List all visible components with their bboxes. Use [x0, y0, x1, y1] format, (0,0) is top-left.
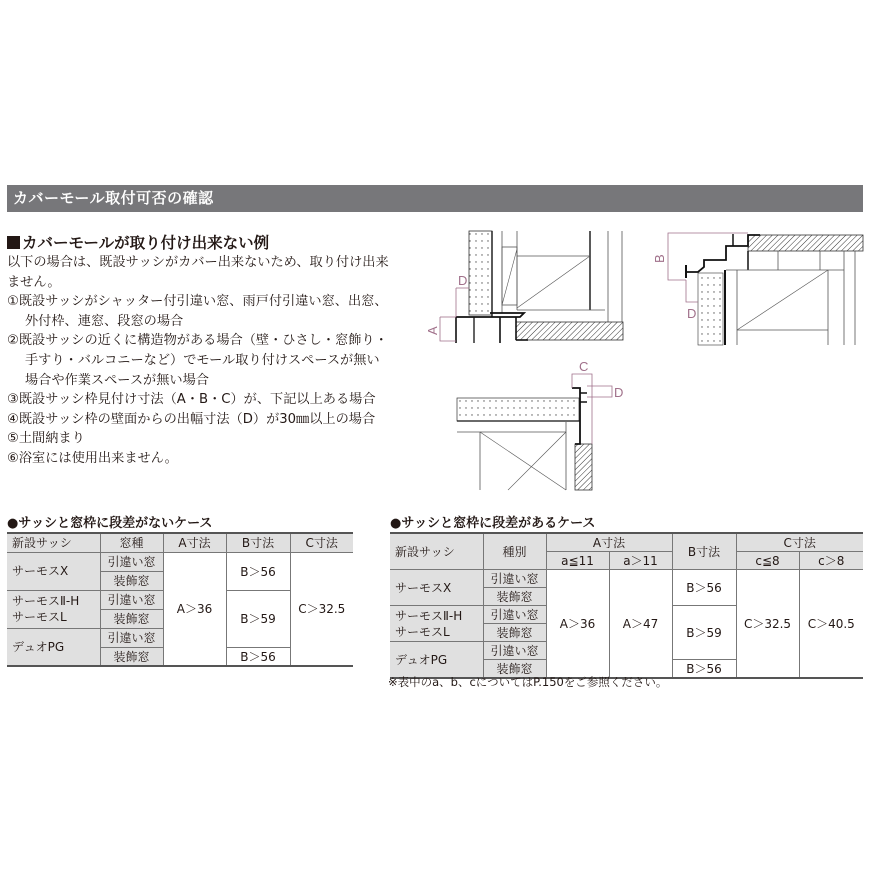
dimension-label-d3: D [614, 385, 624, 400]
header-c: C寸法 [736, 533, 863, 552]
window-kind: 引違い窓 [483, 642, 546, 660]
a-value-1: A＞36 [546, 570, 609, 679]
subsection-heading-text: カバーモールが取り付け出来ない例 [22, 234, 270, 252]
condition-item-3: ③既設サッシ枠見付け寸法（A・B・C）が、下記以上ある場合 [7, 392, 376, 408]
header-a-sub-1: a≦11 [546, 552, 609, 570]
head-section-diagram [640, 220, 873, 350]
condition-item-1: ①既設サッシがシャッター付引違い窓、雨戸付引違い窓、出窓、外付枠、連窓、段窓の場合 [7, 294, 388, 329]
sash-name: サーモスX [7, 552, 100, 590]
header-sash: 新設サッシ [7, 533, 100, 552]
c-value-1: C＞32.5 [736, 570, 799, 679]
b-value: B＞56 [226, 552, 290, 590]
section-title-bar [7, 185, 863, 212]
header-c: C寸法 [290, 533, 353, 552]
subsection-heading [7, 231, 269, 253]
condition-item-6: ⑥浴室には使用出来ません。 [7, 450, 178, 466]
table-step [390, 532, 863, 679]
window-kind: 装飾窓 [100, 571, 163, 590]
sash-name: サーモスⅡ-H サーモスL [7, 590, 100, 628]
window-kind: 装飾窓 [100, 647, 163, 666]
header-c-sub-1: c≦8 [736, 552, 799, 570]
b-value: B＞59 [672, 606, 736, 660]
condition-item-5: ⑤土間納まり [7, 431, 85, 447]
window-kind: 装飾窓 [483, 660, 546, 679]
b-value: B＞59 [226, 590, 290, 647]
c-value: C＞32.5 [290, 552, 353, 666]
square-bullet-icon [7, 236, 20, 249]
dimension-label-d2: D [687, 306, 697, 321]
header-a-sub-2: a＞11 [609, 552, 672, 570]
sash-name: サーモスⅡ-H サーモスL [390, 606, 483, 642]
header-a: A寸法 [163, 533, 226, 552]
sash-name: デュオPG [390, 642, 483, 679]
jamb-section-diagram [440, 350, 640, 500]
header-sash: 新設サッシ [390, 533, 483, 570]
window-kind: 引違い窓 [483, 606, 546, 624]
header-kind: 種別 [483, 533, 546, 570]
window-kind: 装飾窓 [483, 624, 546, 642]
a-value-2: A＞47 [609, 570, 672, 679]
condition-item-4: ④既設サッシ枠の壁面からの出幅寸法（D）が30㎜以上の場合 [7, 411, 376, 427]
b-value: B＞56 [672, 570, 736, 606]
conditions-text [7, 253, 392, 469]
header-kind: 窓種 [100, 533, 163, 552]
c-value-2: C＞40.5 [799, 570, 863, 679]
b-value: B＞56 [672, 660, 736, 679]
a-value: A＞36 [163, 552, 226, 666]
dimension-label-b: B [652, 254, 667, 263]
b-value: B＞56 [226, 647, 290, 666]
window-kind: 引違い窓 [100, 590, 163, 609]
window-kind: 装飾窓 [483, 588, 546, 606]
window-kind: 引違い窓 [483, 570, 546, 588]
header-a: A寸法 [546, 533, 672, 552]
intro-text: 以下の場合は、既設サッシがカバー出来ないため、取り付け出来ません。 [7, 255, 389, 290]
header-c-sub-2: c＞8 [799, 552, 863, 570]
dimension-label-d: D [458, 273, 468, 288]
page-title: カバーモール取付可否の確認 [13, 189, 214, 207]
header-b: B寸法 [226, 533, 290, 552]
sill-section-diagram [420, 225, 630, 355]
header-b: B寸法 [672, 533, 736, 570]
sash-name: デュオPG [7, 628, 100, 666]
condition-item-2: ②既設サッシの近くに構造物がある場合（壁・ひさし・窓飾り・手すり・バルコニーなど）でモール取り付けスペースが無い場合や作業スペースが無い場合 [7, 333, 388, 388]
table-no-step [7, 532, 353, 667]
window-kind: 装飾窓 [100, 609, 163, 628]
window-kind: 引違い窓 [100, 552, 163, 571]
table-footnote: ※表中のa、b、cについてはP.150をご参照ください。 [388, 675, 668, 689]
table-step-title: ●サッシと窓枠に段差があるケース [390, 516, 596, 531]
dimension-label-a: A [425, 326, 440, 335]
window-kind: 引違い窓 [100, 628, 163, 647]
dimension-label-c: C [579, 359, 589, 374]
sash-name: サーモスX [390, 570, 483, 606]
table-no-step-title: ●サッシと窓枠に段差がないケース [7, 516, 213, 531]
